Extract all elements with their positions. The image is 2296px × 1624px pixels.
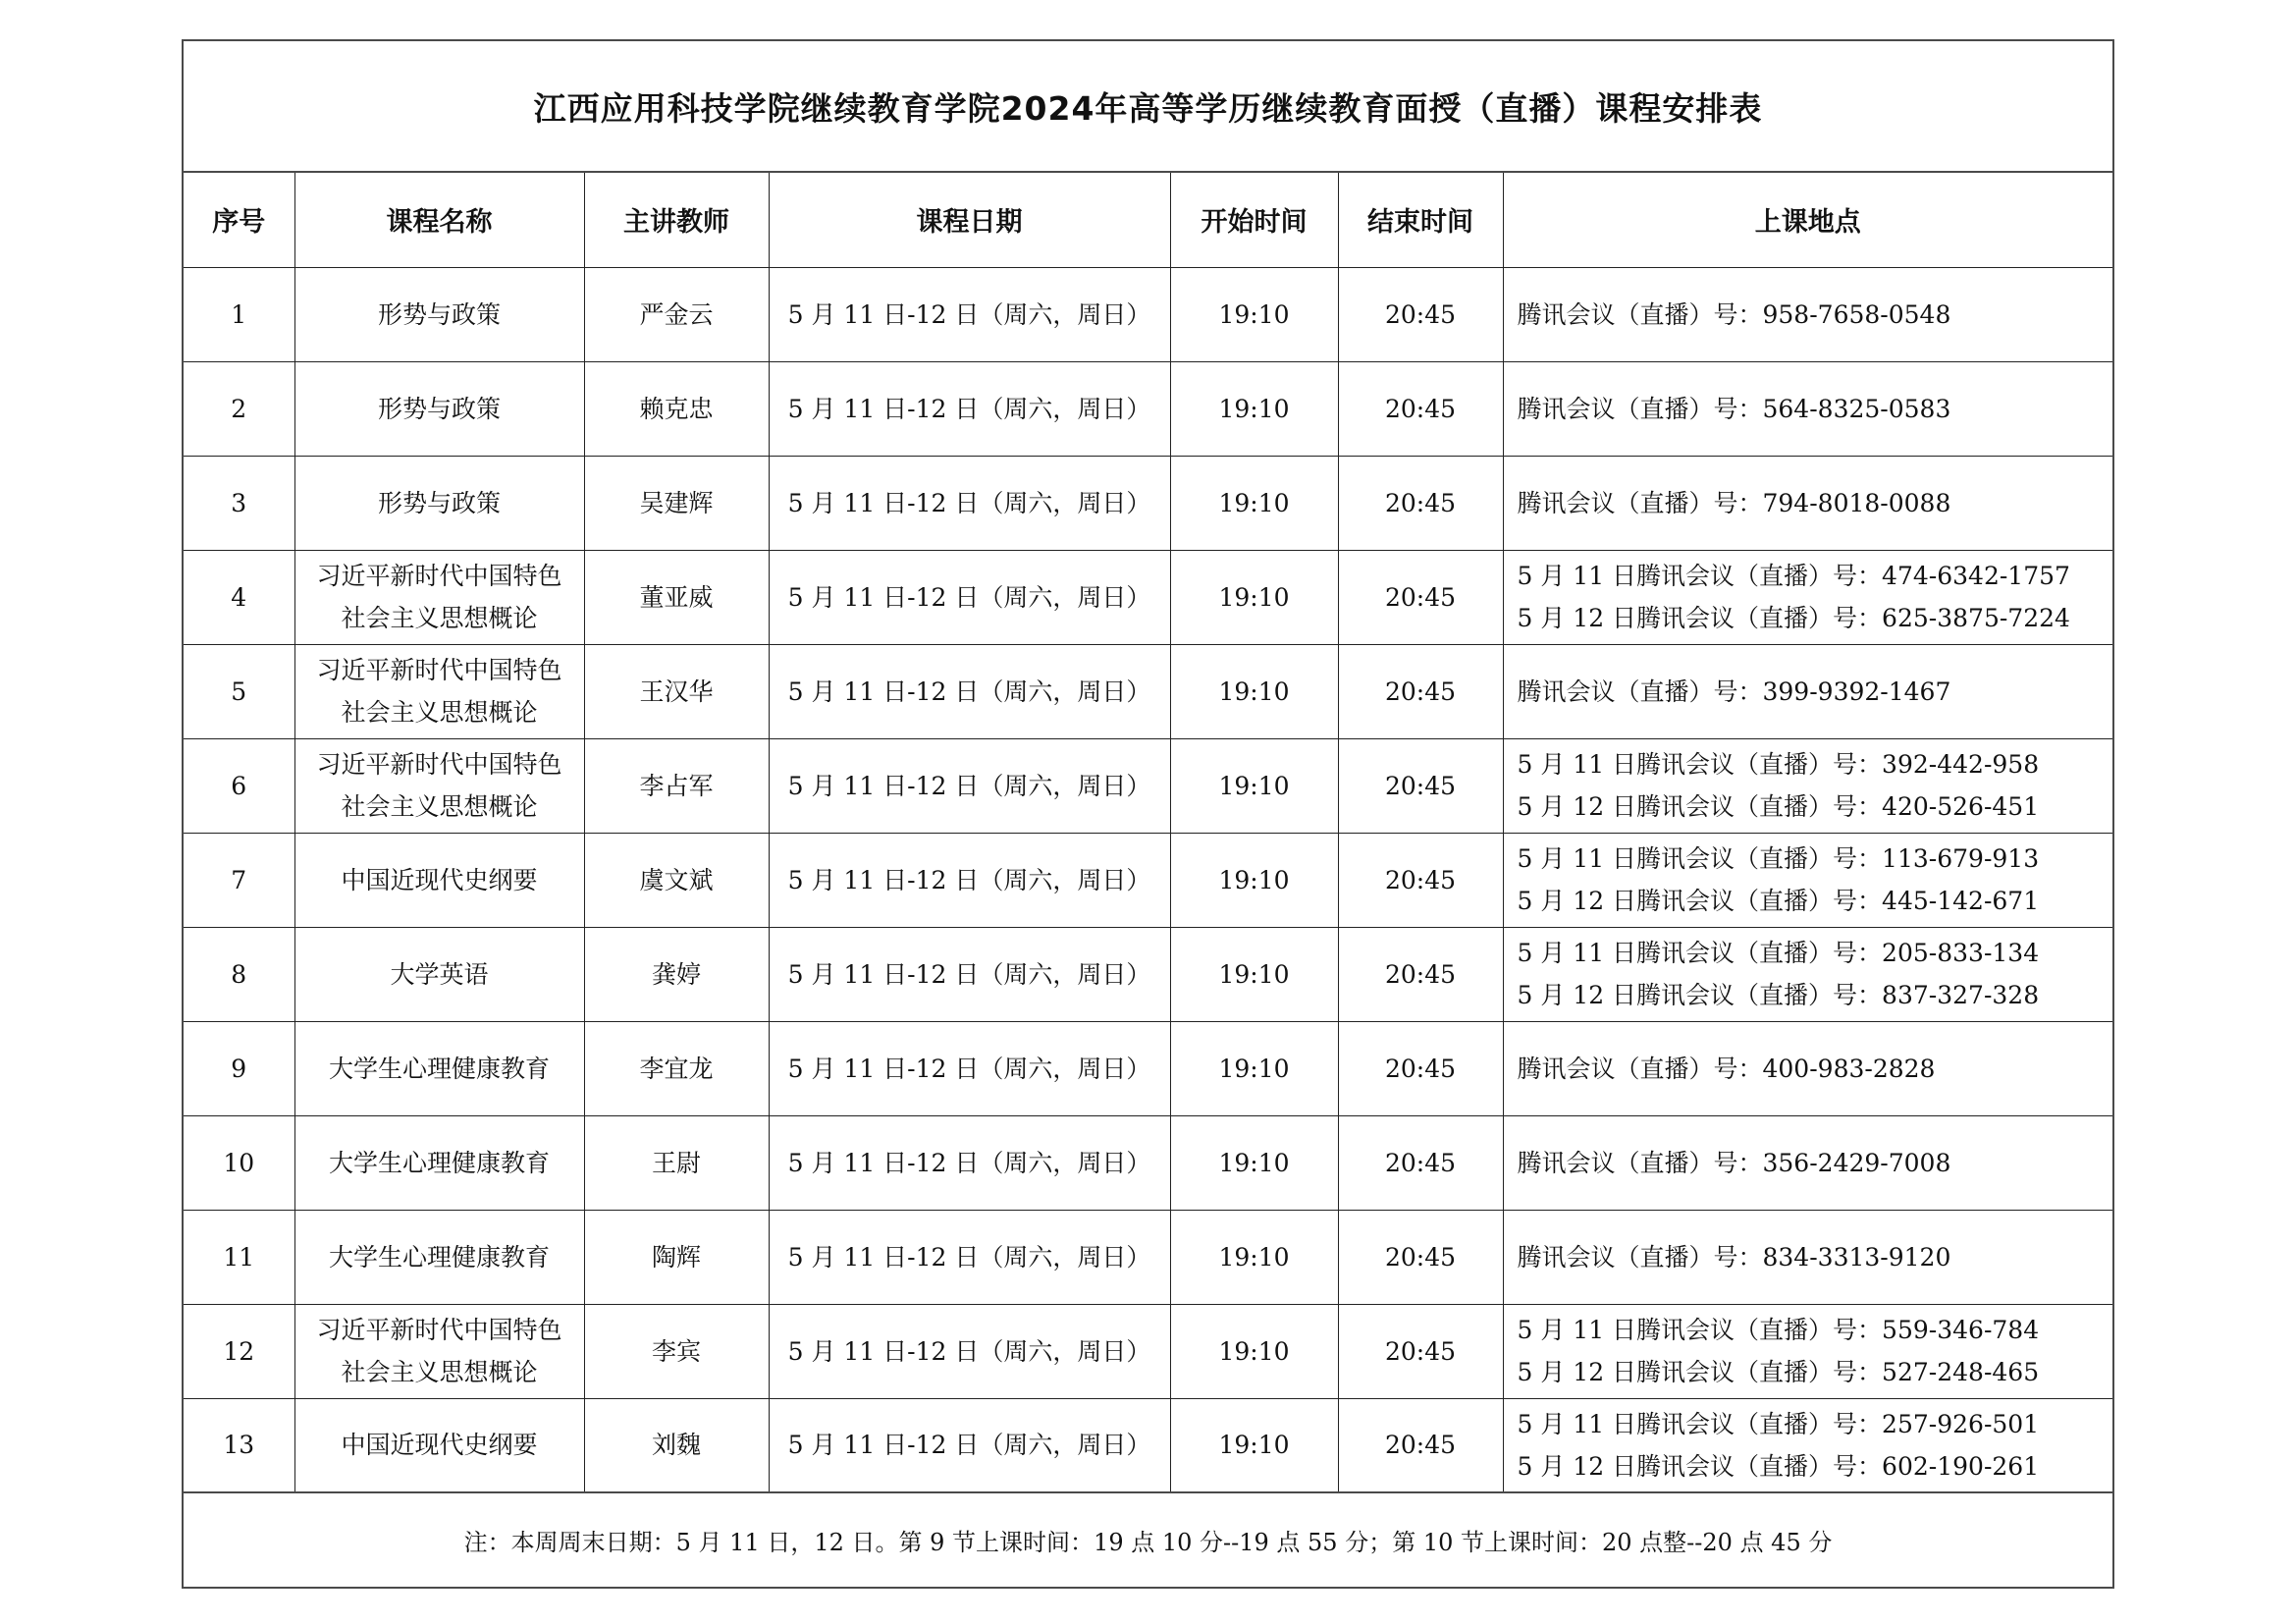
cell-date: 5 月 11 日-12 日（周六，周日）	[769, 1210, 1170, 1304]
cell-start: 19:10	[1170, 1115, 1338, 1210]
cell-end: 20:45	[1338, 550, 1503, 644]
cell-location	[1503, 267, 2112, 361]
cell-location	[1503, 550, 2112, 644]
cell-course: 习近平新时代中国特色社会主义思想概论	[294, 738, 584, 833]
cell-start: 19:10	[1170, 1210, 1338, 1304]
meeting-id-line: 5 月 11 日腾讯会议（直播）号：205-833-134	[1517, 939, 2040, 967]
cell-no: 4	[184, 550, 294, 644]
meeting-id-line: 腾讯会议（直播）号：564-8325-0583	[1517, 394, 1951, 423]
cell-location	[1503, 1115, 2112, 1210]
cell-teacher: 严金云	[584, 267, 769, 361]
cell-end: 20:45	[1338, 1021, 1503, 1115]
col-header-end: 结束时间	[1338, 173, 1503, 267]
col-header-location: 上课地点	[1503, 173, 2112, 267]
table-row	[184, 833, 2112, 927]
cell-location	[1503, 361, 2112, 456]
meeting-id-line: 5 月 11 日腾讯会议（直播）号：392-442-958	[1517, 750, 2040, 779]
cell-date: 5 月 11 日-12 日（周六，周日）	[769, 1115, 1170, 1210]
col-header-course: 课程名称	[294, 173, 584, 267]
cell-no: 9	[184, 1021, 294, 1115]
cell-location	[1503, 927, 2112, 1021]
schedule-sheet	[182, 39, 2114, 1589]
meeting-id-line: 腾讯会议（直播）号：399-9392-1467	[1517, 677, 1951, 706]
cell-date: 5 月 11 日-12 日（周六，周日）	[769, 1021, 1170, 1115]
cell-location	[1503, 644, 2112, 738]
cell-start: 19:10	[1170, 833, 1338, 927]
table-row	[184, 361, 2112, 456]
cell-location	[1503, 1210, 2112, 1304]
cell-no: 5	[184, 644, 294, 738]
cell-no: 12	[184, 1304, 294, 1398]
cell-start: 19:10	[1170, 644, 1338, 738]
cell-date: 5 月 11 日-12 日（周六，周日）	[769, 456, 1170, 550]
page-title: 江西应用科技学院继续教育学院2024年高等学历继续教育面授（直播）课程安排表	[184, 41, 2112, 173]
cell-teacher: 李宜龙	[584, 1021, 769, 1115]
cell-teacher: 陶辉	[584, 1210, 769, 1304]
meeting-id-line: 5 月 12 日腾讯会议（直播）号：625-3875-7224	[1517, 604, 2070, 632]
cell-course: 形势与政策	[294, 456, 584, 550]
table-row	[184, 1021, 2112, 1115]
table-row	[184, 456, 2112, 550]
cell-date: 5 月 11 日-12 日（周六，周日）	[769, 267, 1170, 361]
cell-no: 13	[184, 1398, 294, 1492]
cell-date: 5 月 11 日-12 日（周六，周日）	[769, 833, 1170, 927]
meeting-id-line: 腾讯会议（直播）号：958-7658-0548	[1517, 299, 1951, 329]
schedule-table	[184, 173, 2112, 1493]
header-row	[184, 173, 2112, 267]
cell-start: 19:10	[1170, 927, 1338, 1021]
cell-start: 19:10	[1170, 550, 1338, 644]
table-row	[184, 1210, 2112, 1304]
cell-course: 大学英语	[294, 927, 584, 1021]
table-row	[184, 550, 2112, 644]
table-row	[184, 927, 2112, 1021]
meeting-id-line: 5 月 11 日腾讯会议（直播）号：559-346-784	[1517, 1316, 2040, 1344]
cell-date: 5 月 11 日-12 日（周六，周日）	[769, 1304, 1170, 1398]
cell-teacher: 赖克忠	[584, 361, 769, 456]
cell-start: 19:10	[1170, 1304, 1338, 1398]
col-header-start: 开始时间	[1170, 173, 1338, 267]
table-row	[184, 738, 2112, 833]
cell-teacher: 虞文斌	[584, 833, 769, 927]
meeting-id-line: 腾讯会议（直播）号：794-8018-0088	[1517, 488, 1951, 517]
cell-location	[1503, 1021, 2112, 1115]
meeting-id-line: 5 月 12 日腾讯会议（直播）号：602-190-261	[1517, 1451, 2040, 1481]
cell-start: 19:10	[1170, 1021, 1338, 1115]
cell-start: 19:10	[1170, 456, 1338, 550]
col-header-no: 序号	[184, 173, 294, 267]
cell-end: 20:45	[1338, 267, 1503, 361]
cell-date: 5 月 11 日-12 日（周六，周日）	[769, 644, 1170, 738]
cell-course: 习近平新时代中国特色社会主义思想概论	[294, 1304, 584, 1398]
cell-end: 20:45	[1338, 1210, 1503, 1304]
cell-teacher: 吴建辉	[584, 456, 769, 550]
col-header-date: 课程日期	[769, 173, 1170, 267]
meeting-id-line: 腾讯会议（直播）号：356-2429-7008	[1517, 1148, 1951, 1177]
cell-end: 20:45	[1338, 456, 1503, 550]
cell-date: 5 月 11 日-12 日（周六，周日）	[769, 927, 1170, 1021]
table-row	[184, 267, 2112, 361]
cell-end: 20:45	[1338, 361, 1503, 456]
cell-end: 20:45	[1338, 833, 1503, 927]
meeting-id-line: 腾讯会议（直播）号：400-983-2828	[1517, 1054, 1936, 1083]
meeting-id-line: 5 月 12 日腾讯会议（直播）号：420-526-451	[1517, 792, 2040, 821]
meeting-id-line: 5 月 11 日腾讯会议（直播）号：474-6342-1757	[1517, 562, 2070, 590]
meeting-id-line: 5 月 12 日腾讯会议（直播）号：837-327-328	[1517, 981, 2040, 1009]
meeting-id-line: 5 月 11 日腾讯会议（直播）号：257-926-501	[1517, 1409, 2040, 1438]
cell-course: 习近平新时代中国特色社会主义思想概论	[294, 644, 584, 738]
cell-teacher: 董亚威	[584, 550, 769, 644]
cell-no: 11	[184, 1210, 294, 1304]
cell-teacher: 李宾	[584, 1304, 769, 1398]
cell-no: 6	[184, 738, 294, 833]
col-header-teacher: 主讲教师	[584, 173, 769, 267]
cell-no: 10	[184, 1115, 294, 1210]
cell-teacher: 刘魏	[584, 1398, 769, 1492]
table-row	[184, 1398, 2112, 1492]
cell-location	[1503, 1398, 2112, 1492]
cell-end: 20:45	[1338, 1398, 1503, 1492]
cell-no: 3	[184, 456, 294, 550]
cell-course: 中国近现代史纲要	[294, 1398, 584, 1492]
meeting-id-line: 5 月 11 日腾讯会议（直播）号：113-679-913	[1517, 844, 2040, 873]
cell-teacher: 王尉	[584, 1115, 769, 1210]
cell-start: 19:10	[1170, 267, 1338, 361]
cell-teacher: 龚婷	[584, 927, 769, 1021]
cell-course: 中国近现代史纲要	[294, 833, 584, 927]
cell-location	[1503, 456, 2112, 550]
cell-no: 7	[184, 833, 294, 927]
cell-date: 5 月 11 日-12 日（周六，周日）	[769, 550, 1170, 644]
cell-course: 习近平新时代中国特色社会主义思想概论	[294, 550, 584, 644]
cell-course: 形势与政策	[294, 361, 584, 456]
table-row	[184, 1115, 2112, 1210]
cell-teacher: 李占军	[584, 738, 769, 833]
cell-end: 20:45	[1338, 927, 1503, 1021]
cell-no: 8	[184, 927, 294, 1021]
meeting-id-line: 腾讯会议（直播）号：834-3313-9120	[1517, 1242, 1951, 1272]
cell-end: 20:45	[1338, 1304, 1503, 1398]
cell-date: 5 月 11 日-12 日（周六，周日）	[769, 361, 1170, 456]
cell-start: 19:10	[1170, 361, 1338, 456]
table-row	[184, 644, 2112, 738]
cell-location	[1503, 738, 2112, 833]
cell-course: 大学生心理健康教育	[294, 1210, 584, 1304]
cell-location	[1503, 833, 2112, 927]
cell-end: 20:45	[1338, 644, 1503, 738]
table-row	[184, 1304, 2112, 1398]
cell-start: 19:10	[1170, 1398, 1338, 1492]
cell-course: 大学生心理健康教育	[294, 1021, 584, 1115]
cell-end: 20:45	[1338, 1115, 1503, 1210]
cell-date: 5 月 11 日-12 日（周六，周日）	[769, 1398, 1170, 1492]
cell-start: 19:10	[1170, 738, 1338, 833]
cell-course: 形势与政策	[294, 267, 584, 361]
cell-no: 1	[184, 267, 294, 361]
footnote: 注：本周周末日期：5 月 11 日，12 日。第 9 节上课时间：19 点 10 分--19 点 55 分；第 10 节上课时间：20 点整--20 点 45 分	[463, 1529, 1833, 1556]
cell-no: 2	[184, 361, 294, 456]
cell-teacher: 王汉华	[584, 644, 769, 738]
cell-end: 20:45	[1338, 738, 1503, 833]
meeting-id-line: 5 月 12 日腾讯会议（直播）号：445-142-671	[1517, 887, 2040, 915]
meeting-id-line: 5 月 12 日腾讯会议（直播）号：527-248-465	[1517, 1358, 2040, 1386]
cell-location	[1503, 1304, 2112, 1398]
cell-course: 大学生心理健康教育	[294, 1115, 584, 1210]
cell-date: 5 月 11 日-12 日（周六，周日）	[769, 738, 1170, 833]
